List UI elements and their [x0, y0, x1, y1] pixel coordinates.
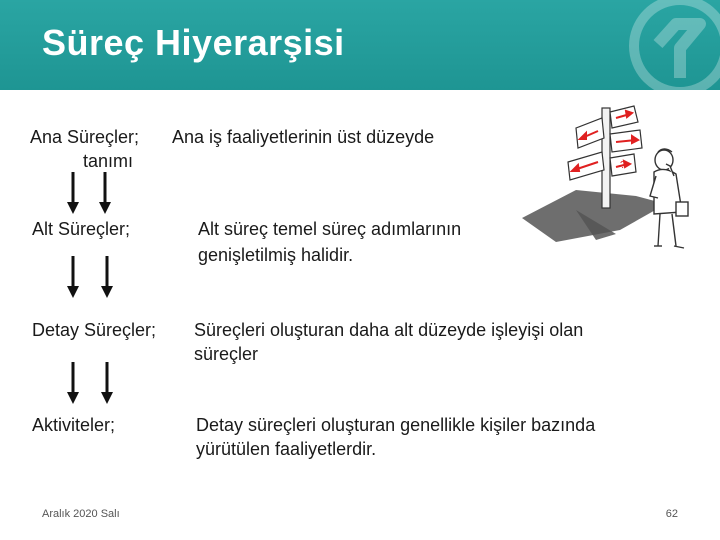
term-ana-surecler: Ana Süreçler; [30, 127, 140, 147]
down-arrow-icon [66, 362, 80, 404]
down-arrow-icon [66, 256, 80, 298]
desc-ana-surecler: Ana iş faaliyetlerinin üst düzeyde [172, 127, 435, 147]
title-bar [0, 0, 720, 90]
desc-alt-surecler-line2: genişletilmiş halidir. [198, 245, 354, 265]
down-arrow-icon [100, 256, 114, 298]
term-ana-surecler-line2: tanımı [83, 151, 134, 171]
desc-aktiviteler-line2: yürütülen faaliyetlerdir. [196, 439, 377, 459]
down-arrow-icon [100, 362, 114, 404]
term-aktiviteler: Aktiviteler; [32, 415, 116, 435]
desc-detay-surecler-line2: süreçler [194, 344, 259, 364]
desc-alt-surecler-line1: Alt süreç temel süreç adımlarının [198, 219, 462, 239]
term-detay-surecler: Detay Süreçler; [32, 320, 157, 340]
footer-date: Aralık 2020 Salı [42, 508, 120, 520]
desc-aktiviteler-line1: Detay süreçleri oluşturan genellikle kişiler bazında [196, 415, 596, 435]
down-arrow-icon [98, 172, 112, 214]
slide-title: Süreç Hiyerarşisi [42, 22, 345, 63]
page-number: 62 [665, 508, 678, 520]
term-alt-surecler: Alt Süreçler; [32, 219, 131, 239]
signpost-person-illustration [516, 100, 712, 260]
desc-detay-surecler-line1: Süreçleri oluşturan daha alt düzeyde işleyişi olan [194, 320, 584, 340]
svg-text:?: ? [620, 160, 626, 171]
down-arrow-icon [66, 172, 80, 214]
checkmark-logo-icon [628, 0, 720, 90]
